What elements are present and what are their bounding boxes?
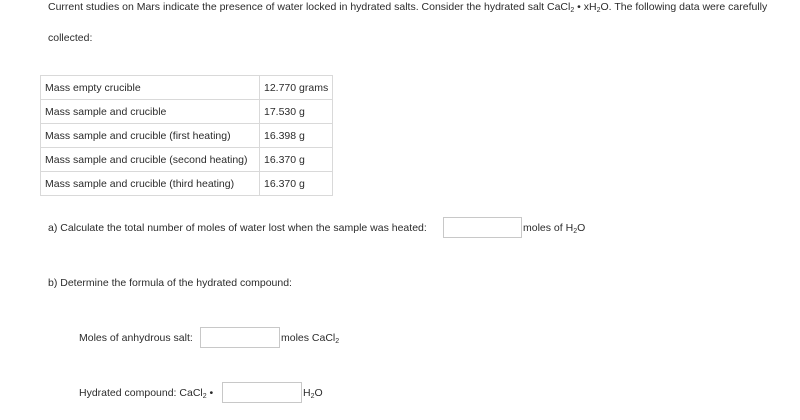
table-cell-label: Mass sample and crucible (41, 100, 260, 124)
part-b-question: b) Determine the formula of the hydrated compound: (48, 277, 292, 289)
part-a-unit-subscript: 2 (573, 228, 578, 235)
hydrated-unit-end: O (314, 387, 323, 399)
table-cell-label: Mass sample and crucible (third heating) (41, 172, 260, 196)
table-row (41, 76, 333, 100)
hydrated-label-dot: • (206, 387, 214, 399)
table-row (41, 124, 333, 148)
table-row (41, 172, 333, 196)
moles-unit-subscript: 2 (335, 338, 340, 345)
moles-unit-text: moles CaCl (281, 332, 336, 344)
part-a-unit-end: O (577, 222, 586, 234)
intro-subscript-1: 2 (570, 7, 575, 14)
water-coefficient-input[interactable] (222, 382, 302, 403)
intro-text-end: O. The following data were carefully (600, 1, 768, 13)
moles-anhydrous-label: Moles of anhydrous salt: (79, 332, 193, 344)
intro-subscript-2: 2 (596, 7, 601, 14)
anhydrous-moles-input[interactable] (200, 327, 280, 348)
hydrated-compound-unit (303, 387, 323, 399)
hydrated-compound-label (79, 387, 213, 399)
hydrated-label-text: Hydrated compound: CaCl (79, 387, 203, 399)
table-cell-label: Mass sample and crucible (first heating) (41, 124, 260, 148)
hydrated-unit-text: H (303, 387, 311, 399)
hydrated-label-subscript: 2 (202, 393, 207, 400)
part-a-unit-text: moles of H (523, 222, 574, 234)
table-row (41, 148, 333, 172)
hydrated-unit-subscript: 2 (310, 393, 315, 400)
intro-text-mid: • xH (574, 1, 597, 13)
table-row (41, 100, 333, 124)
intro-line-1 (48, 1, 767, 13)
water-moles-input[interactable] (443, 217, 522, 238)
table-cell-value: 17.530 g (260, 100, 333, 124)
table-cell-label: Mass empty crucible (41, 76, 260, 100)
table-cell-label: Mass sample and crucible (second heating) (41, 148, 260, 172)
table-cell-value: 16.370 g (260, 172, 333, 196)
moles-anhydrous-unit (281, 332, 339, 344)
part-a-question: a) Calculate the total number of moles of water lost when the sample was heated: (48, 222, 427, 234)
intro-text-start: Current studies on Mars indicate the presence of water locked in hydrated salts. Consider the hydrated salt CaCl (48, 1, 571, 13)
intro-line-2: collected: (48, 32, 93, 44)
part-a-unit (523, 222, 585, 234)
table-cell-value: 16.370 g (260, 148, 333, 172)
data-table (40, 75, 333, 196)
table-cell-value: 16.398 g (260, 124, 333, 148)
table-cell-value: 12.770 grams (260, 76, 333, 100)
